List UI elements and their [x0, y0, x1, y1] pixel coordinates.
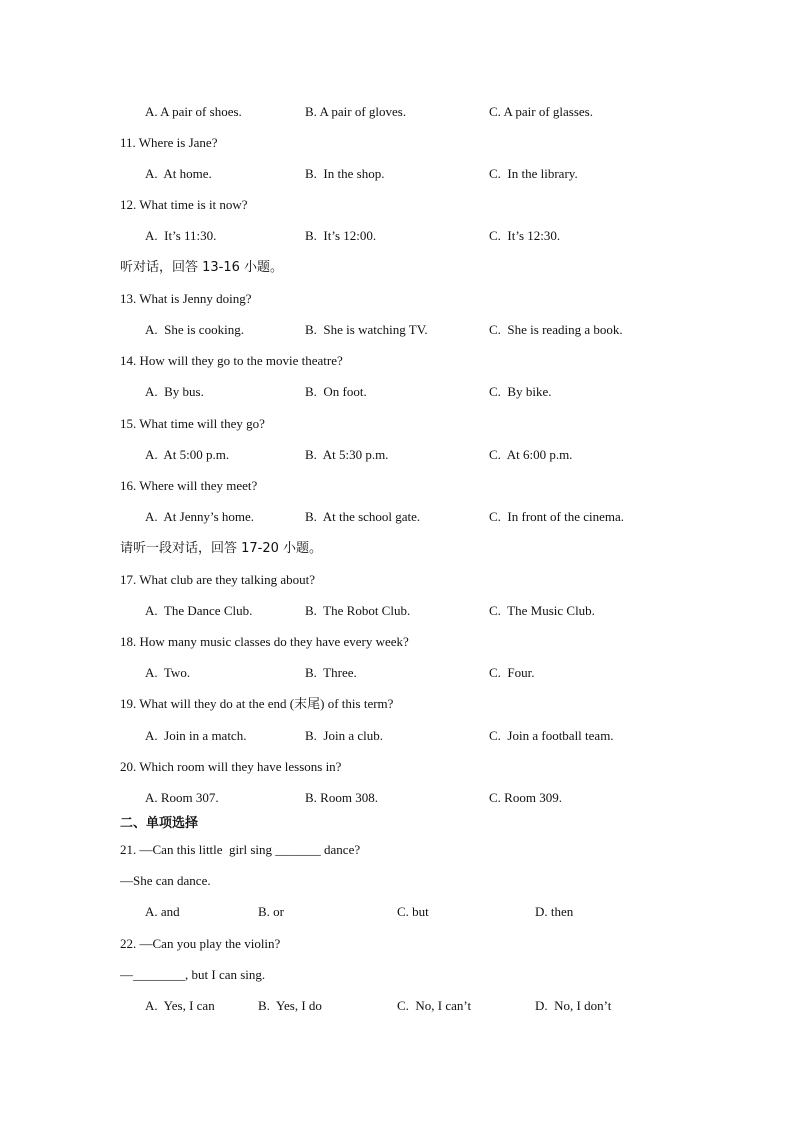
option-b: B. Yes, I do	[258, 998, 322, 1013]
option-a: A. It’s 11:30.	[145, 228, 217, 243]
option-c: C. Room 309.	[489, 790, 562, 805]
option-a: A. and	[145, 904, 180, 919]
option-a: A. Yes, I can	[145, 998, 215, 1013]
option-a: A. She is cooking.	[145, 322, 244, 337]
option-a: A. At 5:00 p.m.	[145, 447, 230, 462]
listening-instruction: 请听一段对话，回答 17-20 小题。	[120, 541, 323, 556]
question-text: 22. —Can you play the violin?	[120, 936, 281, 951]
question-text: 18. How many music classes do they have every week?	[120, 634, 409, 649]
question-text: 19. What will they do at the end (末尾) of this term?	[120, 696, 394, 711]
option-b: B. Room 308.	[305, 790, 378, 805]
question-text: 12. What time is it now?	[120, 197, 248, 212]
option-a: A. A pair of shoes.	[145, 104, 242, 119]
option-b: B. In the shop.	[305, 166, 385, 181]
section-heading: 二、单项选择	[120, 816, 199, 831]
option-b: B. At 5:30 p.m.	[305, 447, 389, 462]
question-text: 14. How will they go to the movie theatre?	[120, 353, 343, 368]
question-text: 13. What is Jenny doing?	[120, 291, 252, 306]
option-a: A. Join in a match.	[145, 728, 247, 743]
option-b: B. On foot.	[305, 384, 367, 399]
option-c: C. By bike.	[489, 384, 552, 399]
question-text: —She can dance.	[120, 873, 211, 888]
option-d: D. No, I don’t	[535, 998, 612, 1013]
option-b: B. Join a club.	[305, 728, 383, 743]
listening-instruction: 听对话，回答 13-16 小题。	[120, 260, 284, 275]
option-a: A. Two.	[145, 665, 191, 680]
option-c: C. In the library.	[489, 166, 578, 181]
question-text: 21. —Can this little girl sing _______ dance?	[120, 842, 361, 857]
option-d: D. then	[535, 904, 574, 919]
option-c: C. It’s 12:30.	[489, 228, 561, 243]
option-a: A. The Dance Club.	[145, 603, 253, 618]
option-b: B. The Robot Club.	[305, 603, 411, 618]
question-text: 17. What club are they talking about?	[120, 572, 316, 587]
option-c: C. Four.	[489, 665, 535, 680]
option-a: A. By bus.	[145, 384, 204, 399]
option-a: A. At home.	[145, 166, 212, 181]
option-b: B. Three.	[305, 665, 357, 680]
option-c: C. Join a football team.	[489, 728, 614, 743]
question-text: 20. Which room will they have lessons in?	[120, 759, 342, 774]
option-a: A. At Jenny’s home.	[145, 509, 255, 524]
option-b: B. It’s 12:00.	[305, 228, 377, 243]
option-a: A. Room 307.	[145, 790, 219, 805]
option-b: B. A pair of gloves.	[305, 104, 407, 119]
option-c: C. At 6:00 p.m.	[489, 447, 573, 462]
question-text: —________, but I can sing.	[120, 967, 266, 982]
option-c: C. but	[397, 904, 429, 919]
option-c: C. The Music Club.	[489, 603, 595, 618]
option-c: C. No, I can’t	[397, 998, 472, 1013]
question-text: 11. Where is Jane?	[120, 135, 218, 150]
question-text: 15. What time will they go?	[120, 416, 265, 431]
option-c: C. She is reading a book.	[489, 322, 623, 337]
question-text: 16. Where will they meet?	[120, 478, 258, 493]
option-c: C. A pair of glasses.	[489, 104, 593, 119]
option-b: B. She is watching TV.	[305, 322, 428, 337]
option-c: C. In front of the cinema.	[489, 509, 625, 524]
option-b: B. or	[258, 904, 284, 919]
option-b: B. At the school gate.	[305, 509, 421, 524]
